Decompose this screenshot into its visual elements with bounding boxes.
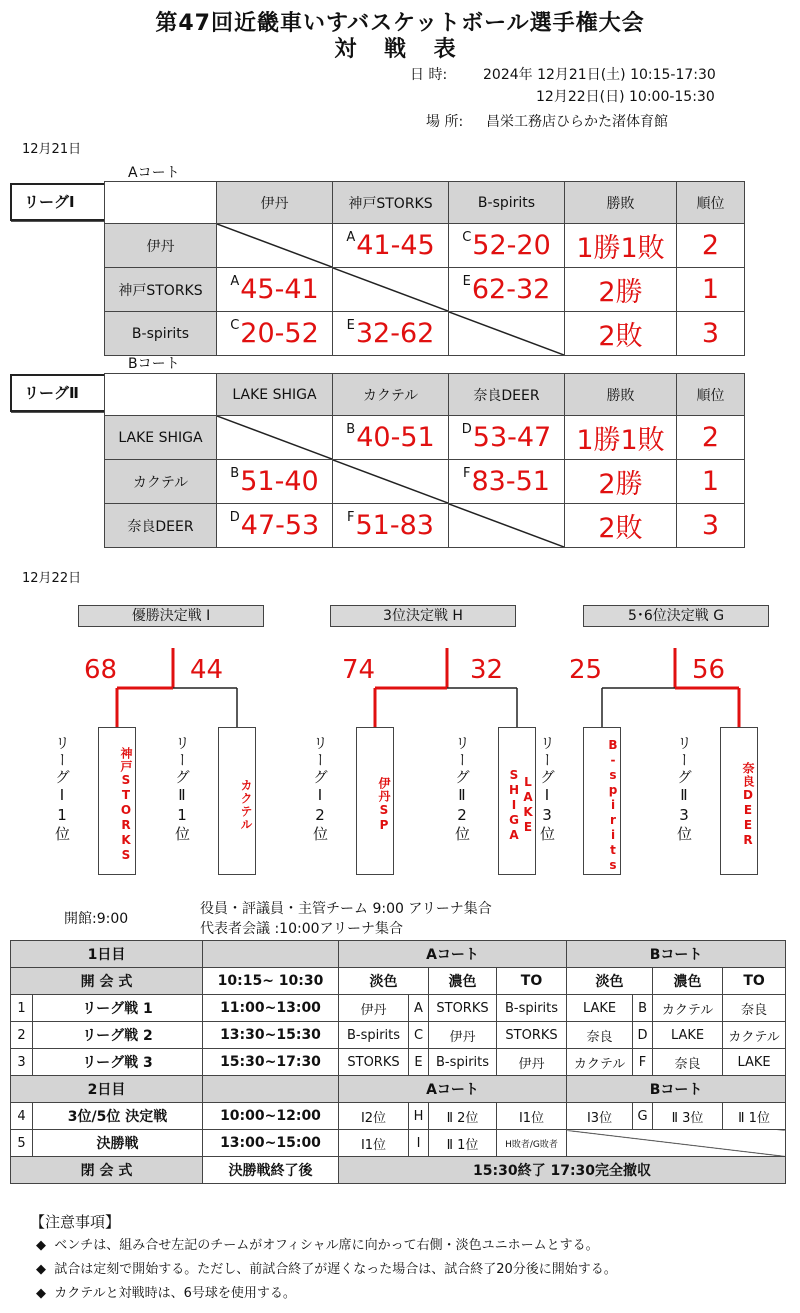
game-result	[346, 230, 434, 261]
league-row	[105, 460, 745, 504]
team-box: B-spirits	[583, 727, 621, 875]
closing-row	[11, 1157, 786, 1184]
notes-heading: 【注意事項】	[30, 1213, 121, 1231]
result-cell	[333, 312, 449, 356]
self-cell	[217, 416, 333, 460]
result-cell	[333, 416, 449, 460]
game-result	[347, 510, 434, 541]
match-row	[11, 1022, 786, 1049]
game-result	[230, 510, 319, 541]
team-name: B-spirits	[105, 312, 217, 356]
schedule-cell: LAKE	[653, 1022, 723, 1049]
game-score: 47-53	[240, 510, 320, 541]
schedule-cell: 奈良	[653, 1049, 723, 1076]
schedule-cell: 1	[11, 995, 33, 1022]
final-score: 74	[342, 655, 376, 685]
final-title: 5･6位決定戦 G	[583, 605, 769, 627]
schedule-cell: 淡色	[567, 968, 653, 995]
game-result	[230, 274, 318, 305]
header-cell: 奈良DEER	[449, 374, 565, 416]
notes	[30, 1210, 617, 1306]
page-subtitle: 対 戦 表	[334, 37, 466, 62]
schedule-cell: 3	[11, 1049, 33, 1076]
schedule-cell: F	[633, 1049, 653, 1076]
schedule-cell: B-spirits	[497, 995, 567, 1022]
schedule-cell: Ⅰ2位	[339, 1103, 409, 1130]
staff-assembly: 役員・評議員・主管チーム 9:00 アリーナ集合	[200, 901, 492, 917]
game-result	[346, 422, 434, 453]
self-cell	[217, 224, 333, 268]
game-score: 52-20	[472, 230, 551, 261]
self-cell	[333, 268, 449, 312]
court-a-label: Aコート	[128, 165, 180, 181]
game-result	[230, 318, 319, 349]
schedule-cell: リーグ戦 2	[33, 1022, 203, 1049]
schedule-cell: Ⅰ3位	[567, 1103, 633, 1130]
record-text: 2勝	[598, 469, 643, 500]
date-2: 12月22日(日) 10:00-15:30	[536, 89, 715, 105]
schedule-cell: 11:00~13:00	[203, 995, 339, 1022]
seed-label: リーグⅠ3位	[538, 735, 556, 843]
record-text: 2勝	[598, 277, 643, 308]
game-score: 32-62	[355, 318, 435, 349]
game-tag: C	[462, 230, 472, 245]
schedule-cell: 伊丹	[339, 995, 409, 1022]
rank-text: 3	[701, 510, 720, 541]
schedule-cell: Ⅱ 1位	[429, 1130, 497, 1157]
rank-text: 1	[701, 466, 720, 497]
schedule-cell: 13:00~15:00	[203, 1130, 339, 1157]
result-cell	[217, 312, 333, 356]
result-cell	[333, 224, 449, 268]
schedule-cell: D	[633, 1022, 653, 1049]
rank	[677, 504, 745, 548]
league1-table	[104, 181, 745, 356]
league-row	[105, 416, 745, 460]
team-box: 伊丹SP	[356, 727, 394, 875]
header-cell: 勝敗	[565, 374, 677, 416]
game-tag: D	[461, 422, 472, 437]
header-row	[105, 374, 745, 416]
record	[565, 224, 677, 268]
game-tag: D	[229, 510, 240, 525]
rep-meeting: 代表者会議 :10:00アリーナ集合	[200, 921, 403, 937]
schedule-cell: Ⅱ 2位	[429, 1103, 497, 1130]
rank	[677, 268, 745, 312]
schedule-cell: STORKS	[429, 995, 497, 1022]
day1-label: 12月21日	[22, 142, 82, 157]
schedule-cell: リーグ戦 3	[33, 1049, 203, 1076]
header-cell: 順位	[677, 374, 745, 416]
record	[565, 268, 677, 312]
schedule-cell: H	[409, 1103, 429, 1130]
schedule-cell: LAKE	[723, 1049, 786, 1076]
seed-label: リーグⅠ1位	[53, 735, 71, 843]
league-row	[105, 312, 745, 356]
result-cell	[217, 460, 333, 504]
match-row	[11, 1049, 786, 1076]
game-tag: F	[463, 466, 471, 481]
schedule-cell: Aコート	[339, 941, 567, 968]
header-cell: B-spirits	[449, 182, 565, 224]
schedule-header	[11, 941, 786, 968]
schedule-cell: A	[409, 995, 429, 1022]
team-box: LAKE SHIGA	[498, 727, 536, 875]
schedule-cell: LAKE	[567, 995, 633, 1022]
schedule-cell: 10:00~12:00	[203, 1103, 339, 1130]
schedule-cell: B-spirits	[339, 1022, 409, 1049]
game-tag: A	[230, 274, 240, 289]
schedule-cell: 5	[11, 1130, 33, 1157]
result-cell	[217, 268, 333, 312]
record-text: 1勝1敗	[576, 425, 665, 456]
schedule-table	[10, 940, 786, 1184]
schedule-cell: 閉 会 式	[11, 1157, 203, 1184]
schedule-cell: B	[633, 995, 653, 1022]
league-row	[105, 224, 745, 268]
team-box: 奈良DEER	[720, 727, 758, 875]
schedule-cell	[203, 941, 339, 968]
game-result	[347, 318, 435, 349]
schedule-cell: I	[409, 1130, 429, 1157]
team-name: LAKE SHIGA	[105, 416, 217, 460]
schedule-cell: 13:30~15:30	[203, 1022, 339, 1049]
game-tag: E	[346, 318, 355, 333]
schedule-cell	[203, 1076, 339, 1103]
header-cell: 神戸STORKS	[333, 182, 449, 224]
game-tag: C	[230, 318, 240, 333]
game-tag: A	[346, 230, 356, 245]
final-title: 3位決定戦 H	[330, 605, 516, 627]
result-cell	[333, 504, 449, 548]
game-score: 62-32	[471, 274, 551, 305]
rank-text: 2	[701, 422, 720, 453]
seed-label: リーグⅡ3位	[675, 735, 693, 843]
rank-text: 3	[701, 318, 720, 349]
schedule-cell: B-spirits	[429, 1049, 497, 1076]
result-cell	[449, 224, 565, 268]
schedule-cell: Aコート	[339, 1076, 567, 1103]
record-text: 2敗	[598, 321, 643, 352]
rank-text: 2	[701, 230, 720, 261]
schedule-cell: G	[633, 1103, 653, 1130]
note-item: ◆ カクテルと対戦時は、6号球を使用する。	[36, 1286, 296, 1301]
schedule-cell: H敗者/G敗者	[497, 1130, 567, 1157]
rank	[677, 460, 745, 504]
league-row	[105, 268, 745, 312]
self-cell	[333, 460, 449, 504]
game-tag: F	[347, 510, 355, 525]
header-row	[105, 182, 745, 224]
game-result	[463, 274, 551, 305]
schedule-cell: TO	[497, 968, 567, 995]
schedule-cell: Ⅱ 1位	[723, 1103, 786, 1130]
page-title: 第47回近畿車いすバスケットボール選手権大会	[155, 11, 645, 36]
game-score: 51-83	[355, 510, 434, 541]
schedule-cell: 淡色	[339, 968, 429, 995]
self-cell	[449, 312, 565, 356]
schedule-cell: カクテル	[653, 995, 723, 1022]
game-tag: B	[346, 422, 356, 437]
game-tag: B	[230, 466, 240, 481]
schedule-cell: カクテル	[567, 1049, 633, 1076]
schedule-cell: Bコート	[567, 941, 786, 968]
team-name: 奈良DEER	[105, 504, 217, 548]
self-cell	[449, 504, 565, 548]
schedule-cell: 15:30~17:30	[203, 1049, 339, 1076]
record-text: 2敗	[598, 513, 643, 544]
game-score: 40-51	[356, 422, 435, 453]
game-score: 53-47	[472, 422, 552, 453]
game-result	[463, 466, 550, 497]
record	[565, 504, 677, 548]
schedule-cell: Bコート	[567, 1076, 786, 1103]
schedule-header-2	[11, 1076, 786, 1103]
game-score: 83-51	[471, 466, 550, 497]
schedule-cell: 濃色	[429, 968, 497, 995]
schedule-cell: STORKS	[339, 1049, 409, 1076]
rank-text: 1	[701, 274, 720, 305]
date-1: 2024年 12月21日(土) 10:15-17:30	[483, 67, 716, 83]
schedule-cell: C	[409, 1022, 429, 1049]
header-cell: カクテル	[333, 374, 449, 416]
rank	[677, 224, 745, 268]
schedule-cell: 決勝戦終了後	[203, 1157, 339, 1184]
schedule-cell: 奈良	[723, 995, 786, 1022]
header-cell: 勝敗	[565, 182, 677, 224]
corner-cell	[105, 374, 217, 416]
final-score: 25	[569, 655, 603, 685]
schedule-cell: 伊丹	[429, 1022, 497, 1049]
result-cell	[449, 460, 565, 504]
match-row	[11, 1103, 786, 1130]
header-cell: 伊丹	[217, 182, 333, 224]
team-name: 伊丹	[105, 224, 217, 268]
league2-table	[104, 373, 745, 548]
venue: 昌栄工務店ひらかた渚体育館	[486, 114, 668, 130]
schedule-cell: 2	[11, 1022, 33, 1049]
opening-row	[11, 968, 786, 995]
seed-label: リーグⅡ2位	[453, 735, 471, 843]
corner-cell	[105, 182, 217, 224]
day2-label: 12月22日	[22, 571, 82, 586]
schedule-cell: 4	[11, 1103, 33, 1130]
schedule-cell: 2日目	[11, 1076, 203, 1103]
schedule-cell: 1日目	[11, 941, 203, 968]
seed-label: リーグⅡ1位	[173, 735, 191, 843]
schedule-cell: 3位/5位 決定戦	[33, 1103, 203, 1130]
header-cell: LAKE SHIGA	[217, 374, 333, 416]
match-row	[11, 1130, 786, 1157]
game-score: 51-40	[240, 466, 319, 497]
rank	[677, 312, 745, 356]
schedule-cell: 決勝戦	[33, 1130, 203, 1157]
game-result	[230, 466, 318, 497]
game-tag: E	[462, 274, 471, 289]
result-cell	[449, 416, 565, 460]
record	[565, 460, 677, 504]
result-cell	[449, 268, 565, 312]
schedule-cell: 開 会 式	[11, 968, 203, 995]
league2-name: リーグⅡ	[10, 374, 106, 412]
record	[565, 312, 677, 356]
team-name: 神戸STORKS	[105, 268, 217, 312]
seed-label: リーグⅠ2位	[311, 735, 329, 843]
date-label: 日 時:	[410, 67, 448, 83]
game-score: 20-52	[240, 318, 319, 349]
team-box: 神戸STORKS	[98, 727, 136, 875]
schedule-cell: 濃色	[653, 968, 723, 995]
final-score: 32	[470, 655, 504, 685]
game-result	[462, 422, 551, 453]
schedule-cell: Ⅰ1位	[339, 1130, 409, 1157]
schedule-cell: リーグ戦 1	[33, 995, 203, 1022]
game-score: 45-41	[240, 274, 319, 305]
result-cell	[217, 504, 333, 548]
game-score: 41-45	[356, 230, 435, 261]
game-result	[462, 230, 551, 261]
team-box: カクテル	[218, 727, 256, 875]
record	[565, 416, 677, 460]
hall-open: 開館:9:00	[64, 911, 129, 927]
final-score: 44	[190, 655, 224, 685]
record-text: 1勝1敗	[576, 233, 665, 264]
court-b-label: Bコート	[128, 356, 180, 372]
header-cell: 順位	[677, 182, 745, 224]
final-score: 68	[84, 655, 118, 685]
team-name: カクテル	[105, 460, 217, 504]
match-row	[11, 995, 786, 1022]
note-item: ◆ ベンチは、組み合せ左記のチームがオフィシャル席に向かって右側・淡色ユニホームとする。	[36, 1238, 599, 1253]
schedule-cell: 15:30終了 17:30完全撤収	[339, 1157, 786, 1184]
empty-cell	[567, 1130, 786, 1157]
venue-label: 場 所:	[426, 114, 464, 130]
final-score: 56	[692, 655, 726, 685]
schedule-cell: Ⅱ 3位	[653, 1103, 723, 1130]
league1-name: リーグⅠ	[10, 183, 106, 221]
final-title: 優勝決定戦 I	[78, 605, 264, 627]
rank	[677, 416, 745, 460]
schedule-cell: Ⅰ1位	[497, 1103, 567, 1130]
schedule-cell: STORKS	[497, 1022, 567, 1049]
schedule-cell: カクテル	[723, 1022, 786, 1049]
schedule-cell: TO	[723, 968, 786, 995]
schedule-cell: 伊丹	[497, 1049, 567, 1076]
schedule-cell: E	[409, 1049, 429, 1076]
schedule-cell: 10:15~ 10:30	[203, 968, 339, 995]
note-item: ◆ 試合は定刻で開始する。ただし、前試合終了が遅くなった場合は、試合終了20分後に開始する。	[36, 1262, 617, 1277]
league-row	[105, 504, 745, 548]
schedule-cell: 奈良	[567, 1022, 633, 1049]
